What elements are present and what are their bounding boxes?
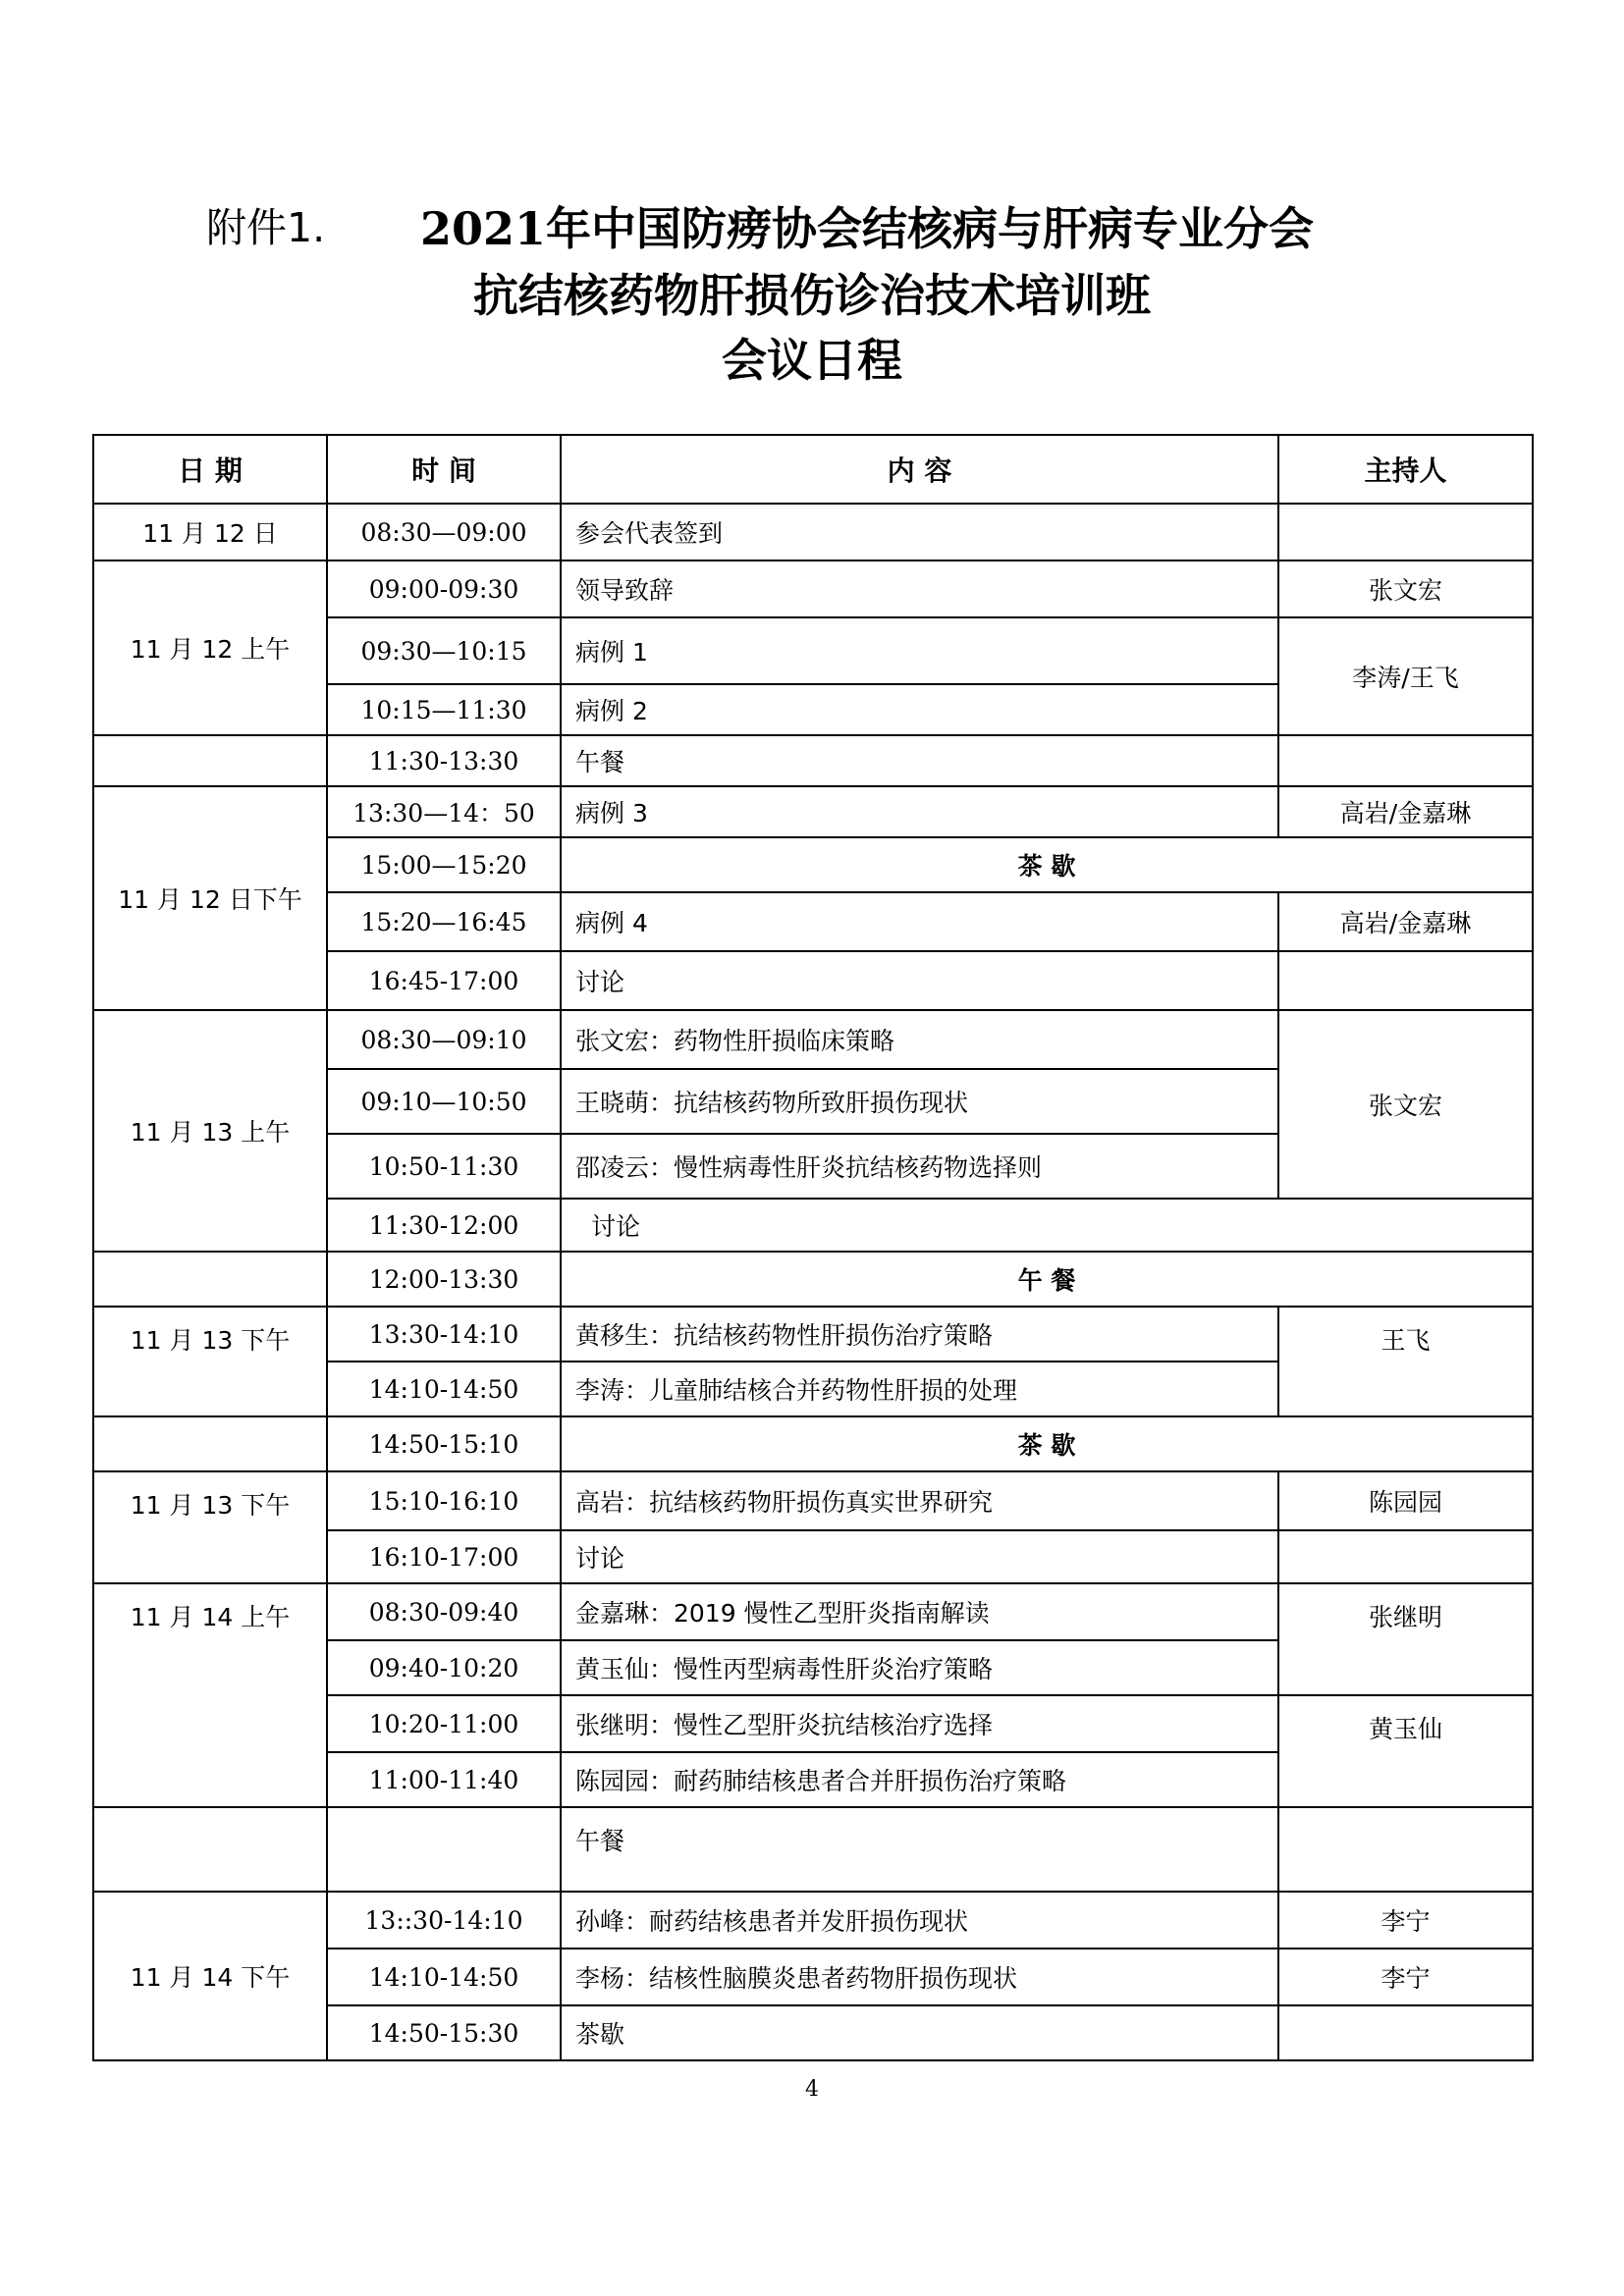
- host-cell: 李宁: [1278, 1892, 1533, 1949]
- table-row: [93, 1471, 1533, 1530]
- table-row: [93, 1252, 1533, 1307]
- host-cell: 高岩/金嘉琳: [1278, 786, 1533, 837]
- lunch-break-cell: 午 餐: [561, 1252, 1533, 1307]
- time-cell: 14:10-14:50: [327, 1949, 561, 2005]
- date-cell: 11 月 13 上午: [93, 1010, 327, 1252]
- content-cell: 陈园园：耐药肺结核患者合并肝损伤治疗策略: [561, 1752, 1278, 1807]
- date-cell: 11 月 12 上午: [93, 561, 327, 735]
- table-row: [93, 735, 1533, 786]
- time-cell: 14:10-14:50: [327, 1362, 561, 1416]
- content-cell: 讨论: [561, 1199, 1533, 1252]
- header-date: 日 期: [93, 435, 327, 504]
- host-cell: 黄玉仙: [1278, 1695, 1533, 1807]
- time-cell: 15:10-16:10: [327, 1471, 561, 1530]
- title-line-2: 抗结核药物肝损伤诊治技术培训班: [473, 269, 1151, 322]
- header-host: 主持人: [1278, 435, 1533, 504]
- host-cell: 李宁: [1278, 1949, 1533, 2005]
- table-row: [93, 1807, 1533, 1892]
- time-cell: 10:50-11:30: [327, 1134, 561, 1199]
- time-cell: 15:20—16:45: [327, 892, 561, 951]
- content-cell: 张文宏：药物性肝损临床策略: [561, 1010, 1278, 1069]
- time-cell: 13:30-14:10: [327, 1307, 561, 1362]
- time-cell: 15:00—15:20: [327, 837, 561, 892]
- time-cell: 08:30-09:40: [327, 1583, 561, 1640]
- time-cell: 16:10-17:00: [327, 1530, 561, 1583]
- host-cell: 张继明: [1278, 1583, 1533, 1695]
- date-cell: [93, 735, 327, 786]
- tea-break-cell: 茶 歇: [561, 1416, 1533, 1471]
- title-line-3: 会议日程: [722, 334, 902, 387]
- date-cell: [93, 1252, 327, 1307]
- host-cell: 王飞: [1278, 1307, 1533, 1416]
- time-cell: 14:50-15:10: [327, 1416, 561, 1471]
- content-cell: 张继明：慢性乙型肝炎抗结核治疗选择: [561, 1695, 1278, 1752]
- header-content: 内 容: [561, 435, 1278, 504]
- date-cell: [93, 1416, 327, 1471]
- host-cell: [1278, 2005, 1533, 2060]
- content-cell: 李杨：结核性脑膜炎患者药物肝损伤现状: [561, 1949, 1278, 2005]
- time-cell: 11:30-13:30: [327, 735, 561, 786]
- host-cell: [1278, 735, 1533, 786]
- time-cell: 10:15—11:30: [327, 684, 561, 735]
- content-cell: 午餐: [561, 1807, 1278, 1892]
- table-row: [93, 1010, 1533, 1069]
- header-time: 时 间: [327, 435, 561, 504]
- content-cell: 病例 2: [561, 684, 1278, 735]
- table-row: [93, 1307, 1533, 1362]
- content-cell: 参会代表签到: [561, 504, 1278, 561]
- time-cell: 09:40-10:20: [327, 1640, 561, 1695]
- table-row: [93, 786, 1533, 837]
- time-cell: 08:30—09:00: [327, 504, 561, 561]
- time-cell: 16:45-17:00: [327, 951, 561, 1010]
- table-row: [93, 504, 1533, 561]
- date-cell: 11 月 13 下午: [93, 1471, 327, 1583]
- host-cell: 高岩/金嘉琳: [1278, 892, 1533, 951]
- time-cell: 09:30—10:15: [327, 617, 561, 684]
- content-cell: 讨论: [561, 951, 1278, 1010]
- content-cell: 王晓萌：抗结核药物所致肝损伤现状: [561, 1069, 1278, 1134]
- schedule-table: [92, 434, 1534, 2061]
- content-cell: 病例 3: [561, 786, 1278, 837]
- content-cell: 金嘉琳：2019 慢性乙型肝炎指南解读: [561, 1583, 1278, 1640]
- content-cell: 领导致辞: [561, 561, 1278, 617]
- content-cell: 黄移生：抗结核药物性肝损伤治疗策略: [561, 1307, 1278, 1362]
- table-row: [93, 1892, 1533, 1949]
- time-cell: 11:30-12:00: [327, 1199, 561, 1252]
- content-cell: 高岩：抗结核药物肝损伤真实世界研究: [561, 1471, 1278, 1530]
- table-header-row: [93, 435, 1533, 504]
- time-cell: 12:00-13:30: [327, 1252, 561, 1307]
- content-cell: 孙峰：耐药结核患者并发肝损伤现状: [561, 1892, 1278, 1949]
- content-cell: 茶歇: [561, 2005, 1278, 2060]
- content-cell: 病例 1: [561, 617, 1278, 684]
- time-cell: 08:30—09:10: [327, 1010, 561, 1069]
- content-cell: 病例 4: [561, 892, 1278, 951]
- content-cell: 邵凌云：慢性病毒性肝炎抗结核药物选择则: [561, 1134, 1278, 1199]
- host-cell: [1278, 1807, 1533, 1892]
- host-cell: 张文宏: [1278, 561, 1533, 617]
- table-row: [93, 561, 1533, 617]
- host-cell: 陈园园: [1278, 1471, 1533, 1530]
- time-cell: 11:00-11:40: [327, 1752, 561, 1807]
- host-cell: [1278, 951, 1533, 1010]
- date-cell: 11 月 12 日下午: [93, 786, 327, 1010]
- time-cell: 09:00-09:30: [327, 561, 561, 617]
- time-cell: [327, 1807, 561, 1892]
- date-cell: [93, 1807, 327, 1892]
- table-row: [93, 1416, 1533, 1471]
- table-row: [93, 1583, 1533, 1640]
- date-cell: 11 月 14 上午: [93, 1583, 327, 1807]
- title-line-1: 2021年中国防痨协会结核病与肝病专业分会: [420, 202, 1315, 255]
- time-cell: 14:50-15:30: [327, 2005, 561, 2060]
- host-cell: [1278, 1530, 1533, 1583]
- date-cell: 11 月 13 下午: [93, 1307, 327, 1416]
- content-cell: 黄玉仙：慢性丙型病毒性肝炎治疗策略: [561, 1640, 1278, 1695]
- page-number: 4: [805, 2077, 819, 2102]
- time-cell: 10:20-11:00: [327, 1695, 561, 1752]
- content-cell: 午餐: [561, 735, 1278, 786]
- host-cell: [1278, 504, 1533, 561]
- host-cell: 李涛/王飞: [1278, 617, 1533, 735]
- content-cell: 讨论: [561, 1530, 1278, 1583]
- content-cell: 李涛：儿童肺结核合并药物性肝损的处理: [561, 1362, 1278, 1416]
- date-cell: 11 月 14 下午: [93, 1892, 327, 2060]
- time-cell: 09:10—10:50: [327, 1069, 561, 1134]
- time-cell: 13:30—14：50: [327, 786, 561, 837]
- annex-label: 附件1.: [206, 204, 326, 251]
- host-cell: 张文宏: [1278, 1010, 1533, 1199]
- time-cell: 13::30-14:10: [327, 1892, 561, 1949]
- tea-break-cell: 茶 歇: [561, 837, 1533, 892]
- date-cell: 11 月 12 日: [93, 504, 327, 561]
